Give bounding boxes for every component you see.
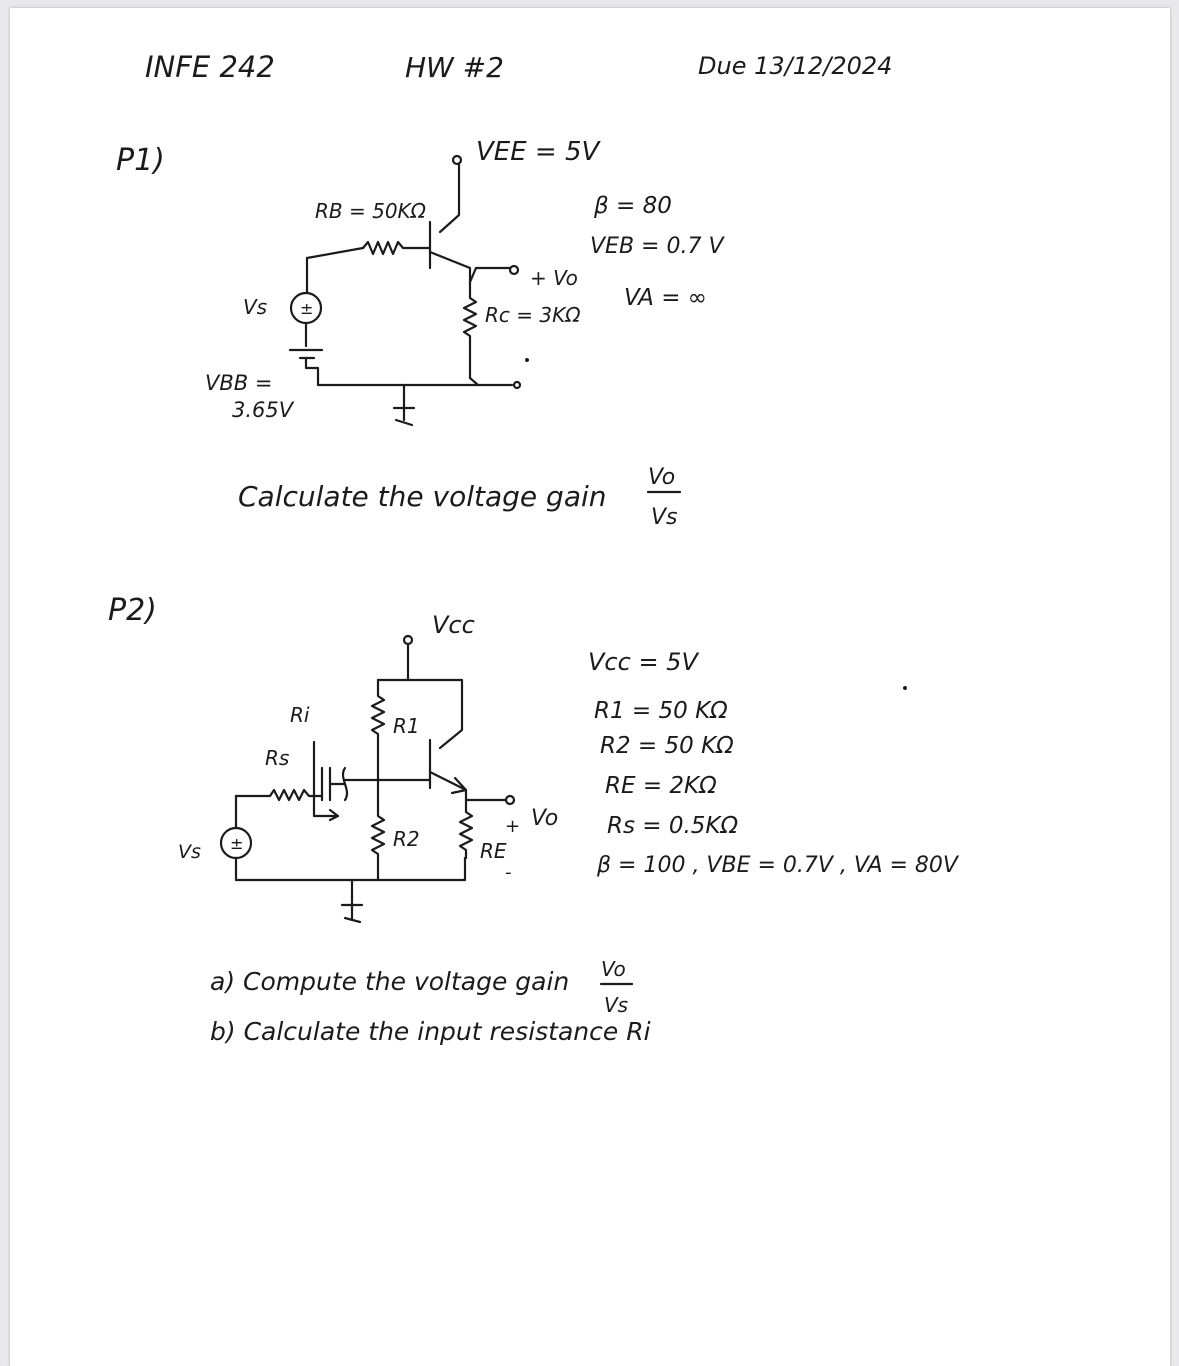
p2-vs-label: Vs [178, 841, 201, 863]
p2-param-rs: Rs = 0.5KΩ [607, 813, 739, 839]
p1-gain-denominator: Vs [651, 505, 678, 530]
p2-rs-label: Rs [265, 746, 290, 770]
p2-r2-resistor [372, 808, 384, 880]
due-date: Due 13/12/2024 [698, 52, 893, 80]
p2-re-label: RE [480, 839, 507, 863]
p2-param-vcc: Vcc = 5V [588, 648, 698, 676]
p2-gain-numerator: Vo [601, 957, 626, 981]
p1-veb: VEB = 0.7 V [590, 234, 724, 259]
p2-vo-terminal [506, 796, 514, 804]
p1-vee-label: VEE = 5V [476, 137, 600, 167]
p1-vee-terminal [453, 156, 461, 164]
p2-param-r1: R1 = 50 KΩ [594, 698, 728, 724]
p2-label: P2) [108, 593, 157, 628]
p2-ri-label: Ri [290, 703, 310, 727]
p2-r1-label: R1 [393, 714, 420, 738]
p2-question-b: b) Calculate the input resistance Ri [210, 1017, 651, 1046]
p2-circuit [221, 636, 514, 922]
p1-vo-terminal [510, 266, 518, 274]
p2-parameters [588, 648, 960, 878]
p1-circuit [290, 156, 529, 425]
p1-va: VA = ∞ [624, 285, 707, 311]
p2-gain-denominator: Vs [604, 993, 629, 1017]
p2-ri-arrow [314, 742, 338, 820]
p2-r1-resistor [372, 680, 384, 808]
p2-param-re: RE = 2KΩ [605, 773, 717, 799]
p1-question: Calculate the voltage gain [238, 480, 607, 513]
p2-vo-minus: - [505, 862, 512, 883]
p2-vcc-node-label: Vcc [432, 611, 475, 639]
p2-r2-label: R2 [393, 827, 420, 851]
p1-ground-symbol [394, 385, 414, 425]
assignment-title: HW #2 [405, 51, 504, 84]
p2-ground-symbol [342, 880, 362, 922]
p1-rc-resistor [464, 282, 478, 385]
p1-rc-label: Rc = 3KΩ [485, 303, 581, 327]
svg-text:±: ± [300, 299, 314, 318]
p2-vo-label: Vo [531, 806, 559, 831]
p1-vs-label: Vs [243, 295, 268, 319]
p1-rb-resistor [363, 242, 430, 254]
p1-beta: β = 80 [594, 193, 672, 219]
p2-param-beta: β = 100 , VBE = 0.7V , VA = 80V [597, 853, 958, 878]
p1-vo-label: + Vo [530, 266, 578, 290]
p2-coupling-capacitor [322, 768, 330, 800]
course-code: INFE 242 [145, 50, 275, 84]
svg-text:±: ± [230, 834, 244, 853]
p2-rs-resistor [236, 790, 322, 800]
p2-param-r2: R2 = 50 KΩ [600, 733, 734, 759]
p2-question-a: a) Compute the voltage gain [210, 967, 570, 996]
p2-re-resistor [460, 800, 472, 858]
p1-vbb-battery [290, 350, 322, 358]
p2-vo-plus: + [505, 816, 521, 837]
p2-vcc-terminal [404, 636, 412, 644]
p1-vbb-value: 3.65V [232, 398, 294, 422]
p1-rb-label: RB = 50KΩ [315, 199, 426, 223]
p1-ground-terminal [514, 382, 520, 388]
p1-label: P1) [116, 143, 165, 178]
p1-vbb-label: VBB = [205, 371, 273, 395]
p1-gain-numerator: Vo [648, 465, 676, 490]
